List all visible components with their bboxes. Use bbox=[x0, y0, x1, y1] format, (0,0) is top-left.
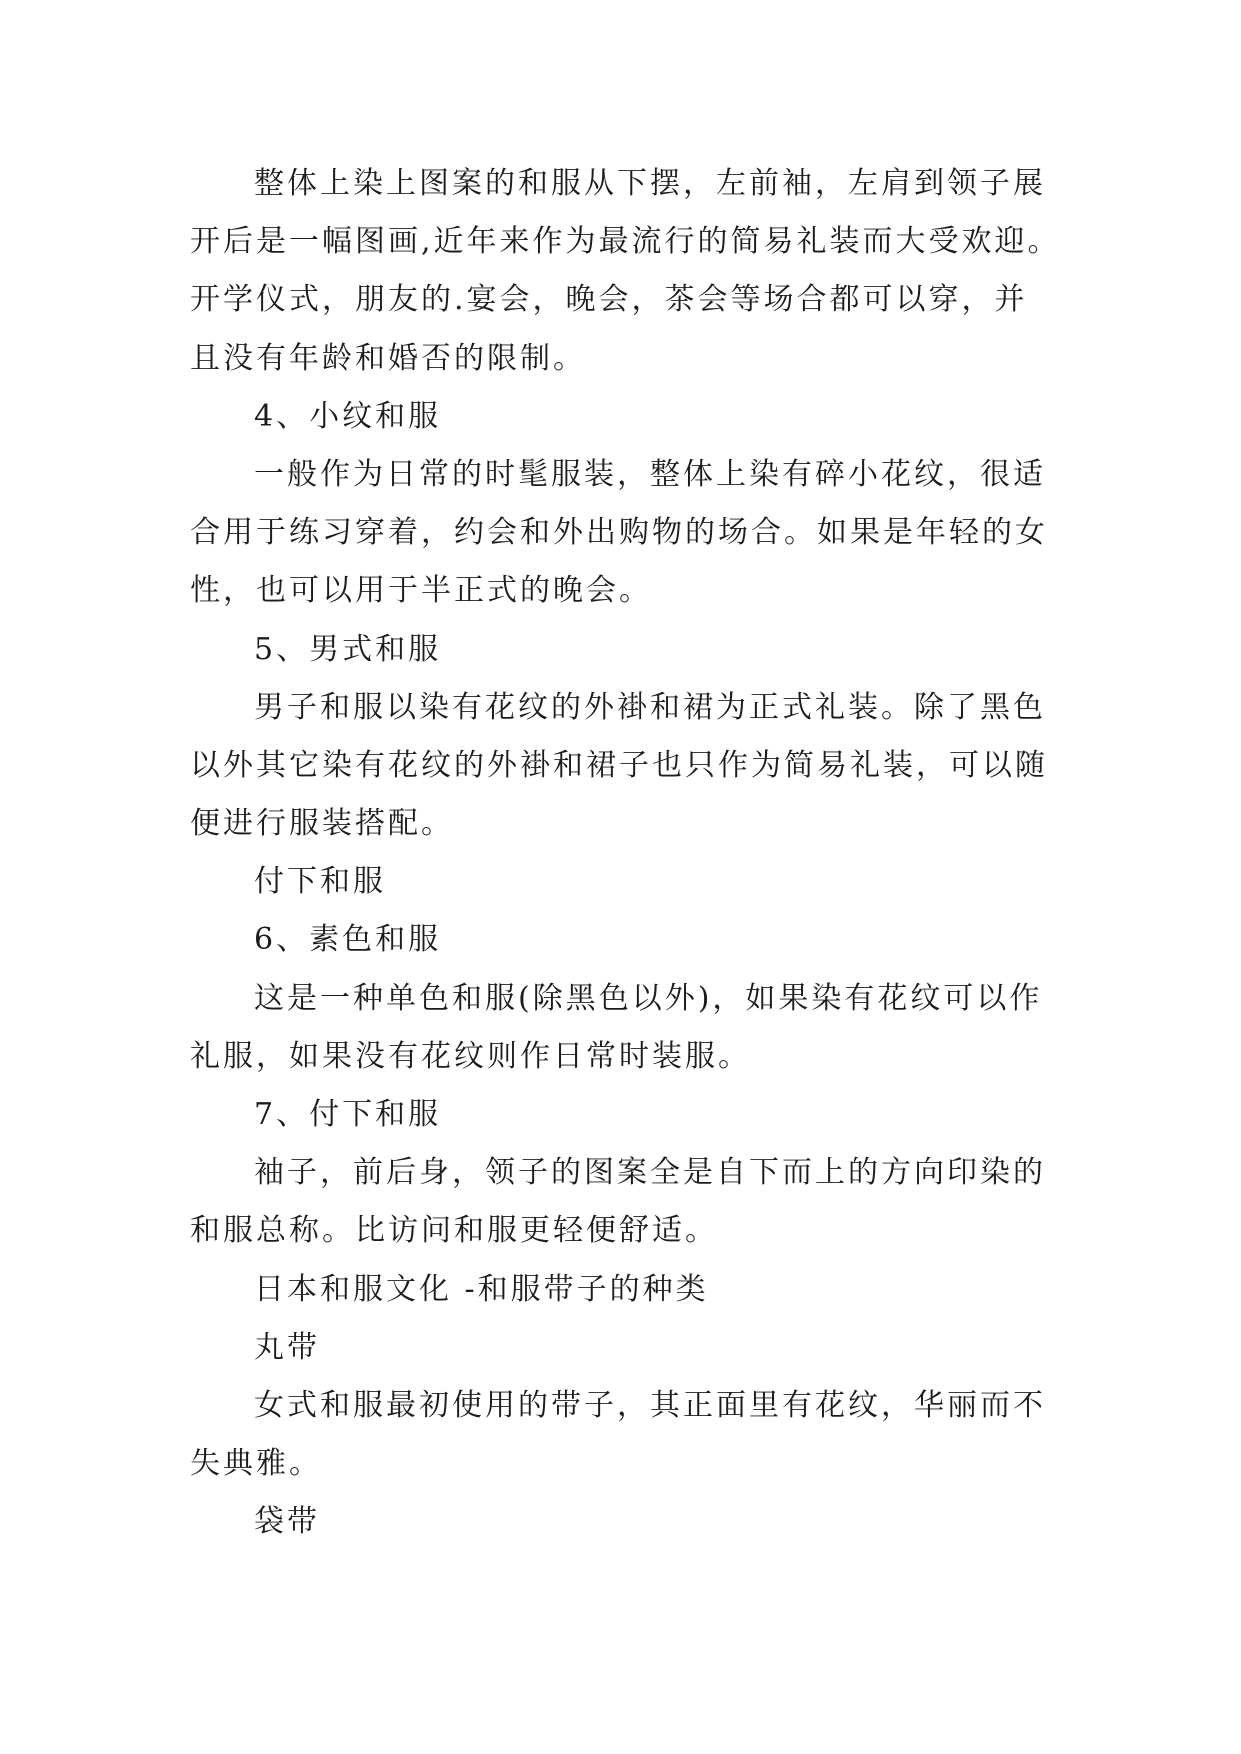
text-line: 男子和服以染有花纹的外褂和裙为正式礼装。除了黑色 bbox=[254, 689, 1046, 725]
text-line: 开学仪式，朋友的.宴会，晚会，茶会等场合都可以穿，并 bbox=[190, 282, 1028, 318]
text-line: 女式和服最初使用的带子，其正面里有花纹，华丽而不 bbox=[254, 1387, 1046, 1423]
section-heading: 丸带 bbox=[254, 1329, 320, 1365]
text-line: 便进行服装搭配。 bbox=[190, 806, 454, 842]
text-line: 失典雅。 bbox=[190, 1446, 322, 1482]
body-text bbox=[190, 155, 1090, 1552]
text-line: 合用于练习穿着，约会和外出购物的场合。如果是年轻的女 bbox=[190, 515, 1048, 551]
text-line: 且没有年龄和婚否的限制。 bbox=[190, 340, 586, 376]
text-line: 袖子，前后身，领子的图案全是自下而上的方向印染的 bbox=[254, 1155, 1046, 1191]
text-line: 开后是一幅图画,近年来作为最流行的简易礼装而大受欢迎。 bbox=[190, 224, 1061, 260]
text-line: 一般作为日常的时髦服装，整体上染有碎小花纹，很适 bbox=[254, 456, 1046, 492]
section-heading: 袋带 bbox=[254, 1504, 320, 1540]
text-line: 礼服，如果没有花纹则作日常时装服。 bbox=[190, 1038, 751, 1074]
text-line: 这是一种单色和服(除黑色以外)，如果染有花纹可以作 bbox=[254, 980, 1043, 1016]
text-line: 性，也可以用于半正式的晚会。 bbox=[190, 573, 652, 609]
section-heading: 6、素色和服 bbox=[254, 922, 442, 958]
text-line: 和服总称。比访问和服更轻便舒适。 bbox=[190, 1213, 718, 1249]
section-heading: 7、付下和服 bbox=[254, 1097, 442, 1132]
section-heading: 付下和服 bbox=[254, 864, 386, 900]
section-heading: 5、男式和服 bbox=[254, 631, 442, 667]
section-heading: 4、小纹和服 bbox=[254, 398, 442, 434]
text-line: 整体上染上图案的和服从下摆，左前袖，左肩到领子展 bbox=[254, 166, 1046, 201]
text-line: 以外其它染有花纹的外褂和裙子也只作为简易礼装，可以随 bbox=[190, 747, 1048, 783]
section-heading: 日本和服文化 -和服带子的种类 bbox=[254, 1271, 709, 1307]
